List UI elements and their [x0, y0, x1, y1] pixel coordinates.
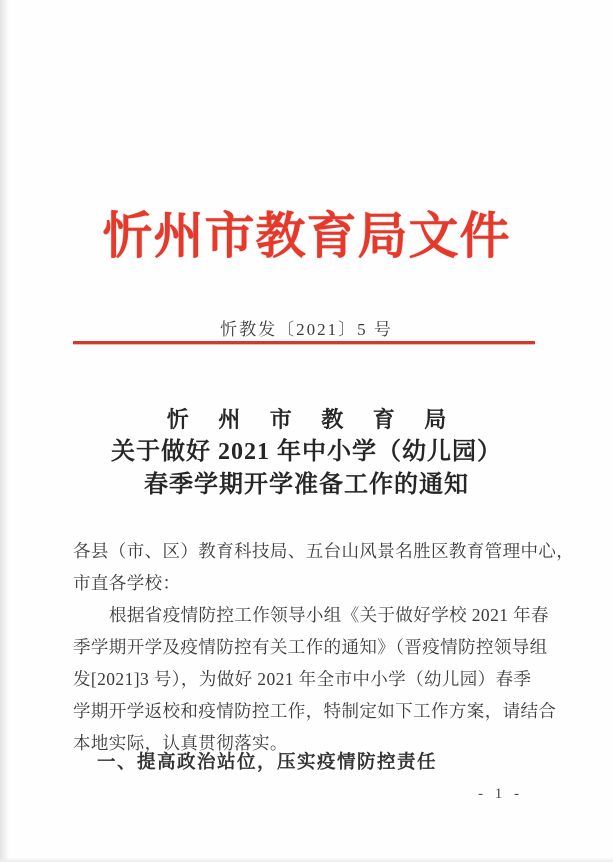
body-paragraph-line-2: 季学期开学及疫情防控有关工作的通知》（晋疫情防控领导组: [73, 637, 548, 657]
body-paragraph-line-3: 发[2021]3 号），为做好 2021 年全市中小学（幼儿园）春季: [73, 669, 532, 689]
notice-title-subject-line-2: 春季学期开学准备工作的通知: [144, 472, 469, 498]
notice-title-subject-line-1: 关于做好 2021 年中小学（幼儿园）: [111, 439, 502, 465]
scan-edge-bottom: [0, 857, 613, 862]
notice-title-agency-line: 忻 州 市 教 育 局: [166, 407, 459, 432]
document-number: 忻教发〔2021〕5 号: [220, 320, 393, 339]
page-number: - 1 -: [478, 786, 523, 802]
body-paragraph-line-5: 本地实际，认真贯彻落实。: [73, 733, 288, 753]
red-divider-line: [73, 341, 535, 344]
recipients-line-1: 各县（市、区）教育科技局、五台山风景名胜区教育管理中心，: [73, 541, 575, 561]
notice-title: [0, 404, 613, 502]
agency-header-title: 忻州市教育局文件: [102, 208, 511, 264]
section-heading-1: 一、提高政治站位，压实疫情防控责任: [97, 751, 438, 772]
recipients-line-2: 市直各学校：: [73, 573, 181, 593]
body-paragraph-line-4: 学期开学返校和疫情防控工作，特制定如下工作方案，请结合: [73, 701, 557, 721]
body-paragraph-line-1: 根据省疫情防控工作领导小组《关于做好学校 2021 年春: [109, 605, 549, 625]
